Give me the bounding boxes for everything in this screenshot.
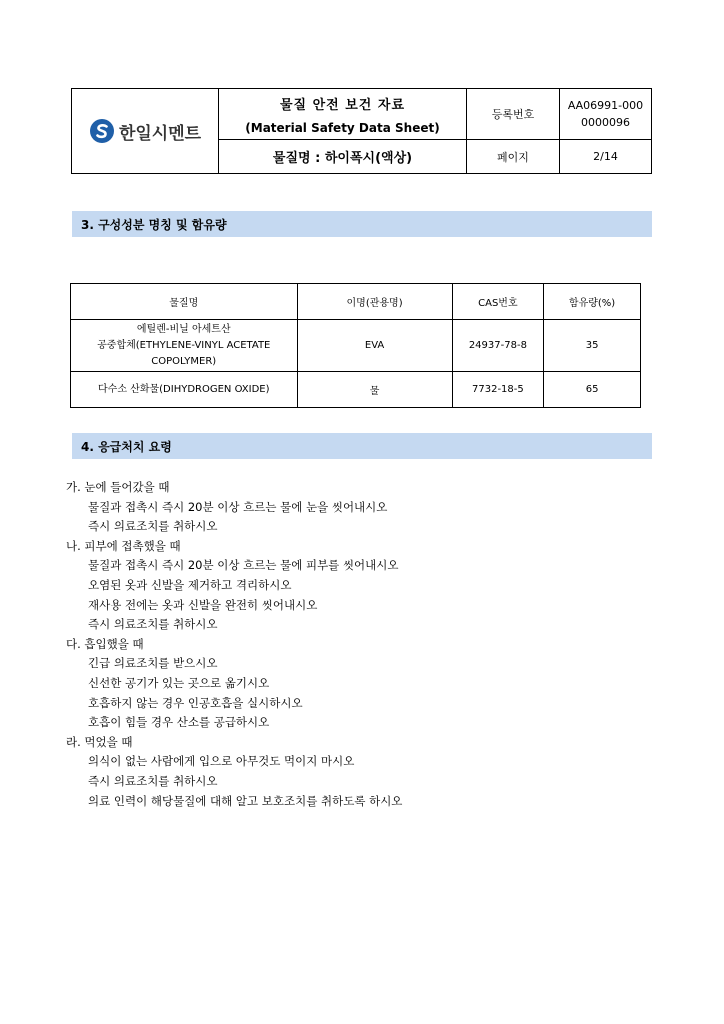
column-header: 물질명 <box>71 284 298 320</box>
document-title <box>219 89 466 139</box>
company-logo <box>72 89 218 173</box>
company-name: 한일시멘트 <box>118 123 202 144</box>
substance-name-line: 공중합체(ETHYLENE-VINYL ACETATE <box>97 339 271 351</box>
column-header: 이명(관용명) <box>297 284 452 320</box>
first-aid-list <box>66 478 402 811</box>
registration-number-line1: AA06991-000 <box>567 99 644 112</box>
column-header: CAS번호 <box>452 284 544 320</box>
list-item: 재사용 전에는 옷과 신발을 완전히 씻어내시오 <box>88 597 318 612</box>
content-percent: 35 <box>544 320 641 372</box>
cas-number: 24937-78-8 <box>452 320 544 372</box>
table-row <box>71 320 641 372</box>
column-header: 함유량(%) <box>544 284 641 320</box>
list-item: 호흡이 힘들 경우 산소를 공급하시오 <box>88 715 270 730</box>
list-item: 즉시 의료조치를 취하시오 <box>88 773 218 788</box>
page-number: 2/14 <box>593 150 618 163</box>
section-composition-title: 3. 구성성분 명칭 및 함유량 <box>72 211 652 237</box>
list-item: 호흡하지 않는 경우 인공호흡을 실시하시오 <box>88 695 303 710</box>
list-item: 의식이 없는 사람에게 입으로 아무것도 먹이지 마시오 <box>88 754 355 769</box>
substance-name-line: COPOLYMER) <box>151 355 217 367</box>
composition-table <box>70 283 641 408</box>
company-logo-icon <box>89 118 115 144</box>
list-item: 오염된 옷과 신발을 제거하고 격리하시오 <box>88 577 292 592</box>
cas-number: 7732-18-5 <box>452 372 544 408</box>
content-percent: 65 <box>544 372 641 408</box>
first-aid-heading-eyes: 가. 눈에 들어갔을 때 <box>66 480 170 494</box>
list-item: 긴급 의료조치를 받으시오 <box>88 656 218 671</box>
list-item: 신선한 공기가 있는 곳으로 옮기시오 <box>88 675 270 690</box>
page-label: 페이지 <box>497 150 529 164</box>
product-name: 물질명 : 하이폭시(액상) <box>272 151 413 166</box>
list-item: 즉시 의료조치를 취하시오 <box>88 519 218 534</box>
substance-alias: EVA <box>297 320 452 372</box>
substance-alias: 물 <box>297 372 452 408</box>
title-english: (Material Safety Data Sheet) <box>245 120 440 135</box>
first-aid-heading-inhalation: 다. 흡입했을 때 <box>66 636 144 651</box>
section-first-aid-title: 4. 응급처치 요령 <box>72 433 652 459</box>
table-row <box>71 372 641 408</box>
substance-name: 다수소 산화물(DIHYDROGEN OXIDE) <box>71 372 298 408</box>
list-item: 물질과 접촉시 즉시 20분 이상 흐르는 물에 피부를 씻어내시오 <box>88 558 399 573</box>
first-aid-heading-skin: 나. 피부에 접촉했을 때 <box>66 538 181 553</box>
first-aid-heading-ingestion: 라. 먹었을 때 <box>66 734 133 749</box>
registration-number-label: 등록번호 <box>491 108 535 121</box>
list-item: 즉시 의료조치를 취하시오 <box>88 617 218 632</box>
document-header <box>71 88 652 174</box>
table-header-row <box>71 284 641 320</box>
title-korean: 물질 안전 보건 자료 <box>279 97 406 113</box>
registration-number-line2: 0000096 <box>581 116 630 129</box>
substance-name <box>71 320 298 372</box>
list-item: 물질과 접촉시 즉시 20분 이상 흐르는 물에 눈을 씻어내시오 <box>88 499 388 514</box>
list-item: 의료 인력이 해당물질에 대해 알고 보호조치를 취하도록 하시오 <box>88 793 403 808</box>
substance-name-line: 에틸렌-비닐 아세트산 <box>136 323 231 335</box>
registration-number-value <box>560 89 651 139</box>
